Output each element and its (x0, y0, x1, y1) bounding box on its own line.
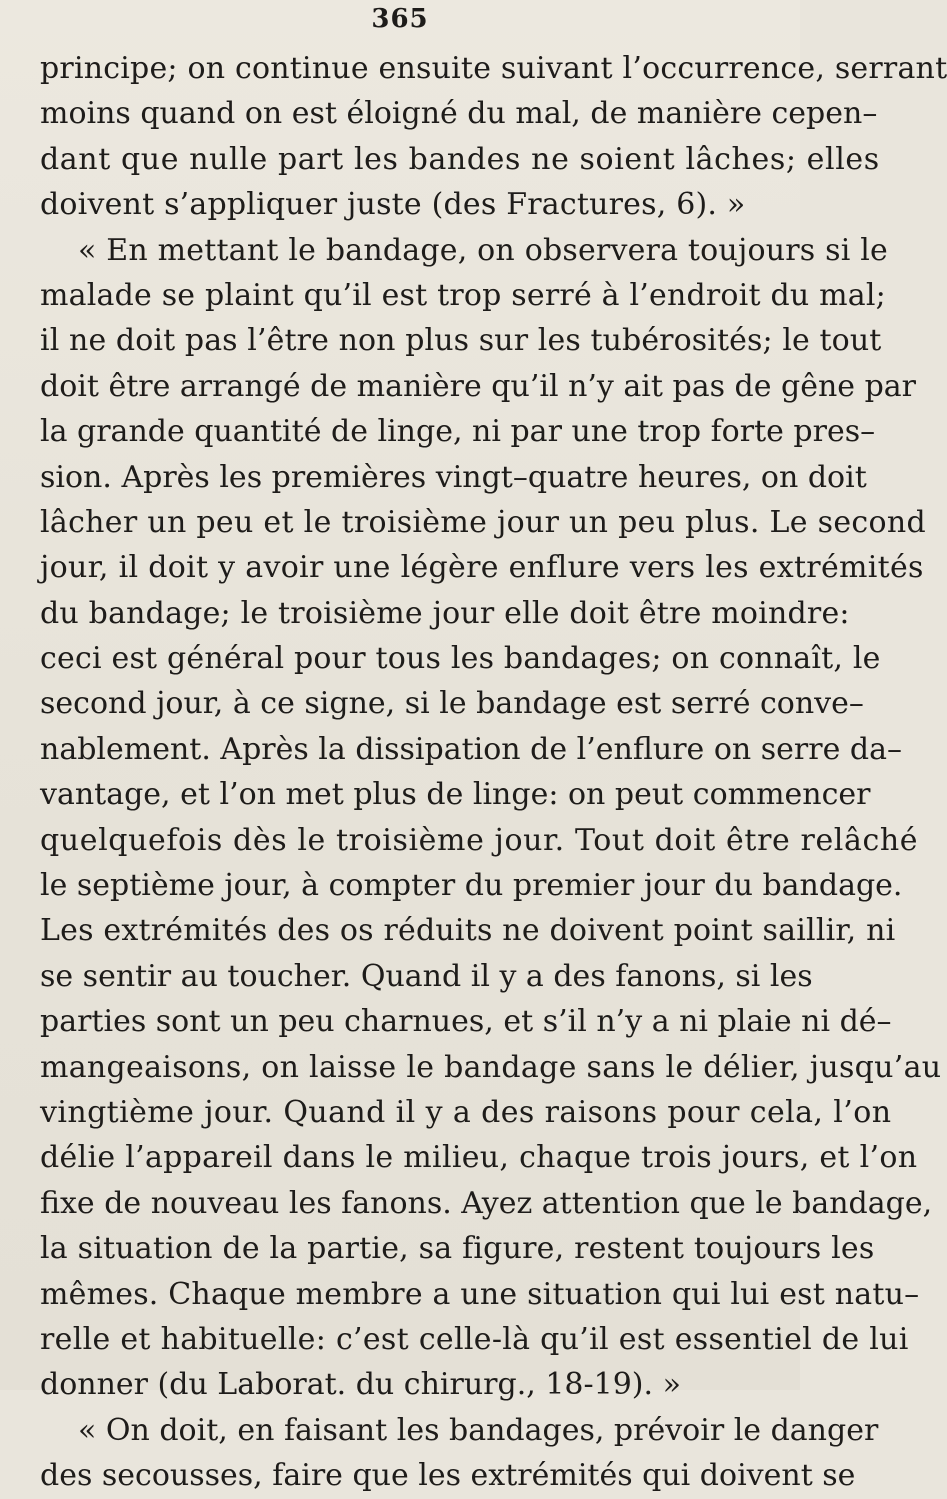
text-line: ceci est général pour tous les bandages; on connaît, le (40, 641, 881, 677)
text-line: donner (du Laborat. du chirurg., 18-19). » (40, 1367, 681, 1403)
text-line: la grande quantité de linge, ni par une trop forte pres– (40, 414, 876, 450)
text-line: vingtième jour. Quand il y a des raisons pour cela, l’on (40, 1094, 892, 1130)
text-line: se sentir au toucher. Quand il y a des fanons, si les (40, 958, 813, 994)
text-line: sion. Après les premières vingt–quatre heures, on doit (40, 459, 867, 495)
text-line: mêmes. Chaque membre a une situation qui lui est natu– (40, 1276, 920, 1312)
text-line: relle et habituelle: c’est celle-là qu’il est essentiel de lui (40, 1321, 909, 1357)
text-line: des secousses, faire que les extrémités qui doivent se (40, 1458, 856, 1494)
text-line: Les extrémités des os réduits ne doivent point saillir, ni (40, 913, 896, 949)
text-line: vantage, et l’on met plus de linge: on peut commencer (40, 777, 871, 813)
text-line: jour, il doit y avoir une légère enflure vers les extrémités (40, 550, 924, 586)
text-line: nablement. Après la dissipation de l’enflure on serre da– (40, 731, 902, 767)
text-line: quelquefois dès le troisième jour. Tout doit être relâché (40, 822, 919, 858)
text-line: du bandage; le troisième jour elle doit être moindre: (40, 595, 850, 631)
text-line: second jour, à ce signe, si le bandage est serré conve– (40, 686, 864, 722)
text-line: principe; on continue ensuite suivant l’occurrence, serrant (40, 51, 947, 86)
text-line: doit être arrangé de manière qu’il n’y ait pas de gêne par (40, 368, 917, 404)
text-line: « En mettant le bandage, on observera toujours si le (78, 232, 888, 268)
text-line: délie l’appareil dans le milieu, chaque trois jours, et l’on (40, 1140, 918, 1176)
text-line: lâcher un peu et le troisième jour un peu plus. Le second (40, 504, 926, 540)
text-line: la situation de la partie, sa figure, restent toujours les (40, 1231, 875, 1267)
text-line: le septième jour, à compter du premier jour du bandage. (40, 868, 903, 904)
text-line: malade se plaint qu’il est trop serré à l’endroit du mal; (40, 277, 886, 313)
text-line: moins quand on est éloigné du mal, de manière cepen– (40, 96, 878, 132)
text-line: mangeaisons, on laisse le bandage sans le délier, jusqu’au (40, 1049, 942, 1085)
body-text (40, 46, 947, 1499)
text-line: dant que nulle part les bandes ne soient lâches; elles (40, 141, 880, 177)
page-number: 365 (371, 4, 429, 34)
text-line: fixe de nouveau les fanons. Ayez attention que le bandage, (40, 1185, 933, 1221)
text-line: parties sont un peu charnues, et s’il n’y a ni plaie ni dé– (40, 1004, 892, 1040)
text-line: doivent s’appliquer juste (des Fractures, 6). » (40, 187, 746, 223)
text-line: « On doit, en faisant les bandages, prévoir le danger (78, 1412, 879, 1448)
text-line: il ne doit pas l’être non plus sur les tubérosités; le tout (40, 323, 882, 359)
